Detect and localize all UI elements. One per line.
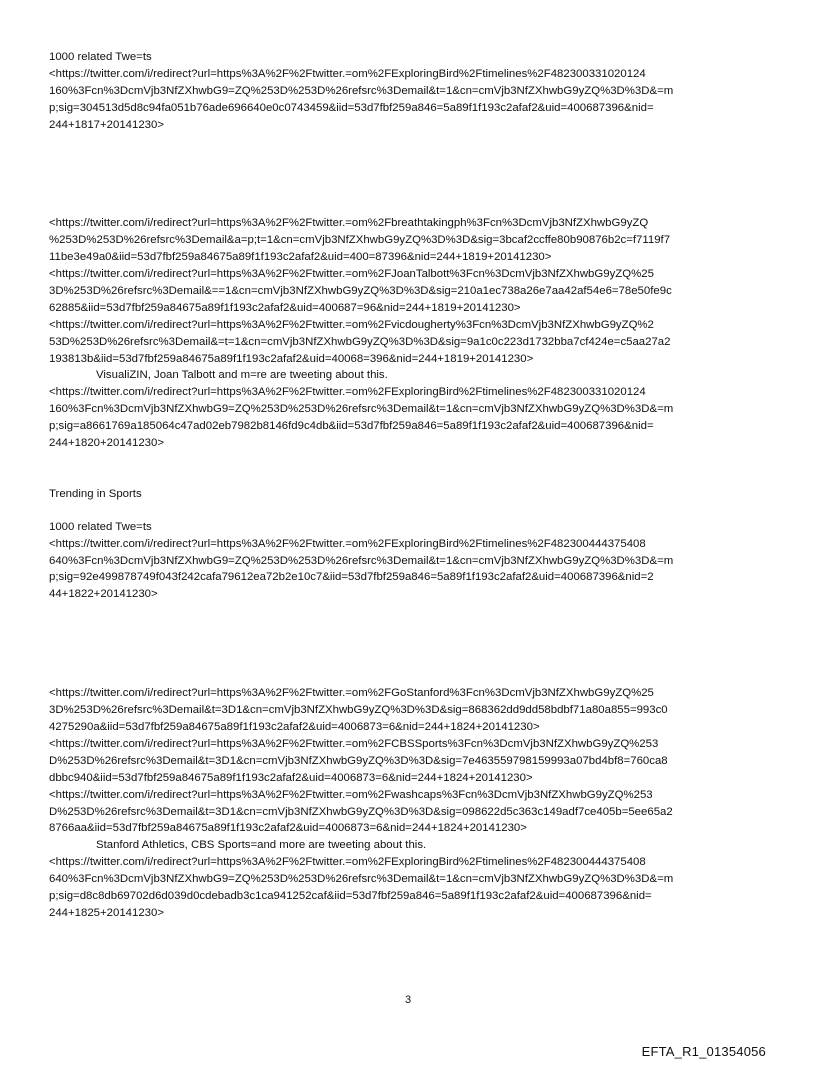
redirect-link-line[interactable]: %253D%253D%26refsrc%3Demail&a=p;t=1&cn=cmVjb3NfZXhwbG9yZQ%3D%3D&sig=3bcaf2ccffe80b90876b2c=f7119f7 xyxy=(49,234,671,247)
spacer xyxy=(49,503,779,519)
redirect-link-line[interactable]: D%253D%26refsrc%3Demail&t=3D1&cn=cmVjb3NfZXhwbG9yZQ%3D%3D&sig=7e463559798159993a07bd4bf8=760ca8 xyxy=(49,754,668,767)
redirect-link-line[interactable]: <https://twitter.com/i/redirect?url=https%3A%2F%2Ftwitter.=om%2Fbreathtakingph%3Fcn%3DcmVjb3NfZXhwbG9yZQ xyxy=(49,217,649,230)
redirect-link-line[interactable]: 640%3Fcn%3DcmVjb3NfZXhwbG9=ZQ%253D%253D%26refsrc%3Demail&t=1&cn=cmVjb3NfZXhwbG9yZQ%3D%3D&=m xyxy=(49,554,674,567)
redirect-link-line[interactable]: 11be3e49a0&iid=53d7fbf259a84675a89f1f193c2afaf2&uid=400=87396&nid=244+1819+20141230> xyxy=(49,251,552,264)
redirect-link-line[interactable]: dbbc940&iid=53d7fbf259a84675a89f1f193c2afaf2&uid=4006873=6&nid=244+1824+20141230> xyxy=(49,771,533,784)
redirect-link-line[interactable]: p;sig=92e499878749f043f242cafa79612ea72b2e10c7&iid=53d7fbf259a846=5a89f1f193c2afaf2&uid=400687396&nid=2 xyxy=(49,571,654,584)
document-body xyxy=(49,49,779,922)
redirect-link-line[interactable]: <https://twitter.com/i/redirect?url=https%3A%2F%2Ftwitter.=om%2Fvicdougherty%3Fcn%3DcmVjb3NfZXhwbG9yZQ%2 xyxy=(49,318,654,331)
redirect-link-line[interactable]: 44+1822+20141230> xyxy=(49,588,158,601)
related-tweets-heading: 1000 related Twe=ts xyxy=(49,51,152,63)
redirect-link-line[interactable]: 244+1820+20141230> xyxy=(49,437,164,450)
section-title: Trending in Sports xyxy=(49,487,142,500)
redirect-link-line[interactable]: 8766aa&iid=53d7fbf259a84675a89f1f193c2afaf2&uid=4006873=6&nid=244+1824+20141230> xyxy=(49,822,527,835)
tweeting-summary: Stanford Athletics, CBS Sports=and more are tweeting about this. xyxy=(96,839,427,852)
redirect-link-line[interactable]: 3D%253D%26refsrc%3Demail&t=3D1&cn=cmVjb3NfZXhwbG9yZQ%3D%3D&sig=868362dd9dd58bdbf71a80a855=993c0 xyxy=(49,704,668,717)
redirect-link-line[interactable]: p;sig=d8c8db69702d6d039d0cdebadb3c1ca941252caf&iid=53d7fbf259a846=5a89f1f193c2afaf2&uid=400687396&nid= xyxy=(49,889,652,902)
redirect-link-line[interactable]: 244+1817+20141230> xyxy=(49,118,164,131)
spacer xyxy=(49,133,779,215)
tweeting-summary: VisualiZIN, Joan Talbott and m=re are tweeting about this. xyxy=(96,369,388,382)
related-tweets-section-1 xyxy=(49,49,779,133)
redirect-link-line[interactable]: <https://twitter.com/i/redirect?url=https%3A%2F%2Ftwitter.=om%2FExploringBird%2Ftimelines%2F482300331020124 xyxy=(49,67,646,80)
redirect-link-line[interactable]: 53D%253D%26refsrc%3Demail&=t=1&cn=cmVjb3NfZXhwbG9yZQ%3D%3D&sig=9a1c0c223d1732bba7cf424e=c5aa27a2 xyxy=(49,335,671,348)
redirect-link-line[interactable]: 62885&iid=53d7fbf259a84675a89f1f193c2afaf2&uid=400687=96&nid=244+1819+20141230> xyxy=(49,301,521,314)
redirect-link-line[interactable]: 160%3Fcn%3DcmVjb3NfZXhwbG9=ZQ%253D%253D%26refsrc%3Demail&t=1&cn=cmVjb3NfZXhwbG9yZQ%3D%3D&=m xyxy=(49,403,674,416)
redirect-link-line[interactable]: p;sig=a8661769a185064c47ad02eb7982b8146fd9c4db&iid=53d7fbf259a846=5a89f1f193c2afaf2&uid=400687396&nid= xyxy=(49,420,654,433)
redirect-link-line[interactable]: 3D%253D%26refsrc%3Demail&==1&cn=cmVjb3NfZXhwbG9yZQ%3D%3D&sig=210a1ec738a26e7aa42af54e6=78e50fe9c xyxy=(49,285,672,298)
redirect-link-line[interactable]: 193813b&iid=53d7fbf259a84675a89f1f193c2afaf2&uid=40068=396&nid=244+1819+20141230> xyxy=(49,352,534,365)
redirect-link-line[interactable]: <https://twitter.com/i/redirect?url=https%3A%2F%2Ftwitter.=om%2FGoStanford%3Fcn%3DcmVjb3NfZXhwbG9yZQ%25 xyxy=(49,687,654,700)
document-id: EFTA_R1_01354056 xyxy=(641,1044,766,1059)
page-number: 3 xyxy=(404,994,412,1006)
redirect-link-line[interactable]: <https://twitter.com/i/redirect?url=https%3A%2F%2Ftwitter.=om%2FExploringBird%2Ftimelines%2F482300331020124 xyxy=(49,386,646,399)
redirect-link-line[interactable]: 160%3Fcn%3DcmVjb3NfZXhwbG9=ZQ%253D%253D%26refsrc%3Demail&t=1&cn=cmVjb3NfZXhwbG9yZQ%3D%3D&=m xyxy=(49,84,674,97)
spacer xyxy=(49,603,779,685)
redirect-link-line[interactable]: D%253D%26refsrc%3Demail&t=3D1&cn=cmVjb3NfZXhwbG9yZQ%3D%3D&sig=098622d5c363c149adf7ce405b=5ee65a2 xyxy=(49,805,673,818)
redirect-link-line[interactable]: <https://twitter.com/i/redirect?url=https%3A%2F%2Ftwitter.=om%2FCBSSports%3Fcn%3DcmVjb3NfZXhwbG9yZQ%253 xyxy=(49,737,659,750)
related-tweets-heading: 1000 related Twe=ts xyxy=(49,520,152,533)
redirect-link-line[interactable]: <https://twitter.com/i/redirect?url=https%3A%2F%2Ftwitter.=om%2FExploringBird%2Ftimelines%2F482300444375408 xyxy=(49,537,646,550)
redirect-link-line[interactable]: <https://twitter.com/i/redirect?url=https%3A%2F%2Ftwitter.=om%2FExploringBird%2Ftimelines%2F482300444375408 xyxy=(49,856,646,869)
redirect-link-line[interactable]: 244+1825+20141230> xyxy=(49,906,164,919)
redirect-link-line[interactable]: <https://twitter.com/i/redirect?url=https%3A%2F%2Ftwitter.=om%2Fwashcaps%3Fcn%3DcmVjb3NfZXhwbG9yZQ%253 xyxy=(49,788,653,801)
redirect-link-line[interactable]: p;sig=304513d5d8c94fa051b76ade696640e0c0743459&iid=53d7fbf259a846=5a89f1f193c2afaf2&uid=400687396&nid= xyxy=(49,101,654,114)
profile-links-section-2 xyxy=(49,685,779,921)
spacer xyxy=(49,452,779,486)
redirect-link-line[interactable]: 640%3Fcn%3DcmVjb3NfZXhwbG9=ZQ%253D%253D%26refsrc%3Demail&t=1&cn=cmVjb3NfZXhwbG9yZQ%3D%3D&=m xyxy=(49,873,674,886)
redirect-link-line[interactable]: 4275290a&iid=53d7fbf259a84675a89f1f193c2afaf2&uid=4006873=6&nid=244+1824+20141230> xyxy=(49,721,540,734)
profile-links-section-1 xyxy=(49,215,779,451)
trending-sports-section xyxy=(49,486,779,603)
redirect-link-line[interactable]: <https://twitter.com/i/redirect?url=https%3A%2F%2Ftwitter.=om%2FJoanTalbott%3Fcn%3DcmVjb3NfZXhwbG9yZQ%25 xyxy=(49,268,654,281)
